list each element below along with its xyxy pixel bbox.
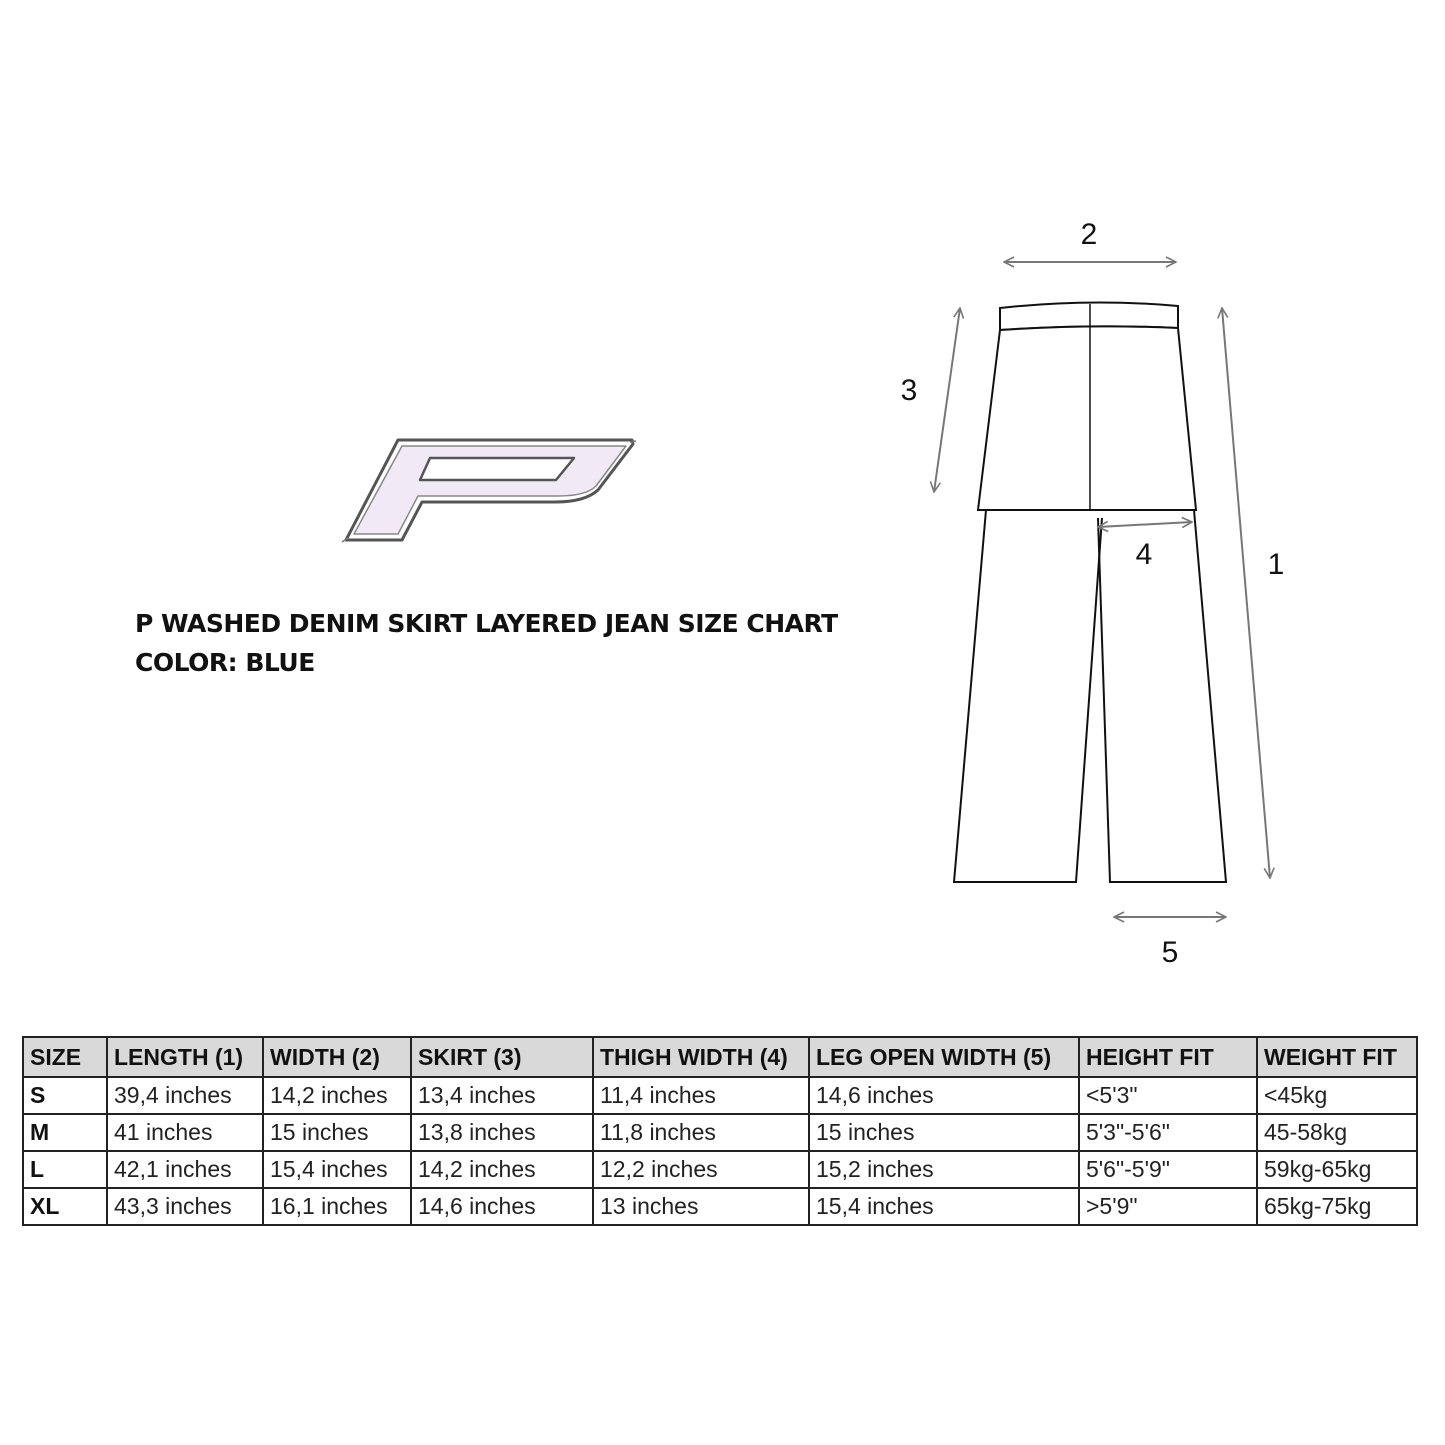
- product-color: COLOR: BLUE: [135, 648, 315, 677]
- cell-width: 16,1 inches: [263, 1188, 411, 1225]
- header-height-fit: HEIGHT FIT: [1079, 1037, 1257, 1077]
- cell-leg-open-width: 15,2 inches: [809, 1151, 1079, 1188]
- cell-width: 15,4 inches: [263, 1151, 411, 1188]
- cell-size: L: [23, 1151, 107, 1188]
- cell-thigh-width: 11,8 inches: [593, 1114, 809, 1151]
- cell-weight-fit: <45kg: [1257, 1077, 1417, 1114]
- cell-width: 14,2 inches: [263, 1077, 411, 1114]
- arrow-skirt: [934, 308, 960, 492]
- cell-length: 41 inches: [107, 1114, 263, 1151]
- title-block: [135, 604, 838, 682]
- cell-size: M: [23, 1114, 107, 1151]
- cell-weight-fit: 59kg-65kg: [1257, 1151, 1417, 1188]
- label-thigh: 4: [1135, 538, 1153, 571]
- cell-thigh-width: 12,2 inches: [593, 1151, 809, 1188]
- cell-weight-fit: 45-58kg: [1257, 1114, 1417, 1151]
- label-skirt: 3: [900, 374, 918, 407]
- cell-thigh-width: 13 inches: [593, 1188, 809, 1225]
- pants-outline-icon: [880, 200, 1300, 980]
- header-length: LENGTH (1): [107, 1037, 263, 1077]
- header-weight-fit: WEIGHT FIT: [1257, 1037, 1417, 1077]
- cell-length: 42,1 inches: [107, 1151, 263, 1188]
- table-row: [23, 1114, 1417, 1151]
- cell-leg-open-width: 14,6 inches: [809, 1077, 1079, 1114]
- cell-width: 15 inches: [263, 1114, 411, 1151]
- table-header-row: [23, 1037, 1417, 1077]
- measurement-diagram: [880, 200, 1300, 980]
- cell-height-fit: <5'3": [1079, 1077, 1257, 1114]
- cell-size: S: [23, 1077, 107, 1114]
- cell-length: 43,3 inches: [107, 1188, 263, 1225]
- table-row: [23, 1077, 1417, 1114]
- cell-height-fit: 5'3"-5'6": [1079, 1114, 1257, 1151]
- header-thigh-width: THIGH WIDTH (4): [593, 1037, 809, 1077]
- arrow-length: [1222, 308, 1270, 878]
- label-length: 1: [1267, 548, 1285, 581]
- cell-leg-open-width: 15,4 inches: [809, 1188, 1079, 1225]
- header-skirt: SKIRT (3): [411, 1037, 593, 1077]
- label-leg-open: 5: [1161, 936, 1179, 969]
- table-row: [23, 1188, 1417, 1225]
- size-table: [22, 1036, 1418, 1226]
- table-row: [23, 1151, 1417, 1188]
- product-title: P WASHED DENIM SKIRT LAYERED JEAN SIZE CHART: [135, 609, 838, 638]
- cell-skirt: 14,6 inches: [411, 1188, 593, 1225]
- p-letter-logo-icon: [330, 432, 650, 552]
- brand-logo: [330, 432, 650, 552]
- label-width: 2: [1080, 218, 1098, 251]
- cell-thigh-width: 11,4 inches: [593, 1077, 809, 1114]
- cell-height-fit: >5'9": [1079, 1188, 1257, 1225]
- cell-height-fit: 5'6"-5'9": [1079, 1151, 1257, 1188]
- header-width: WIDTH (2): [263, 1037, 411, 1077]
- cell-weight-fit: 65kg-75kg: [1257, 1188, 1417, 1225]
- cell-length: 39,4 inches: [107, 1077, 263, 1114]
- cell-leg-open-width: 15 inches: [809, 1114, 1079, 1151]
- cell-skirt: 14,2 inches: [411, 1151, 593, 1188]
- arrow-thigh: [1098, 522, 1192, 527]
- header-size: SIZE: [23, 1037, 107, 1077]
- cell-skirt: 13,4 inches: [411, 1077, 593, 1114]
- header-leg-open-width: LEG OPEN WIDTH (5): [809, 1037, 1079, 1077]
- cell-size: XL: [23, 1188, 107, 1225]
- cell-skirt: 13,8 inches: [411, 1114, 593, 1151]
